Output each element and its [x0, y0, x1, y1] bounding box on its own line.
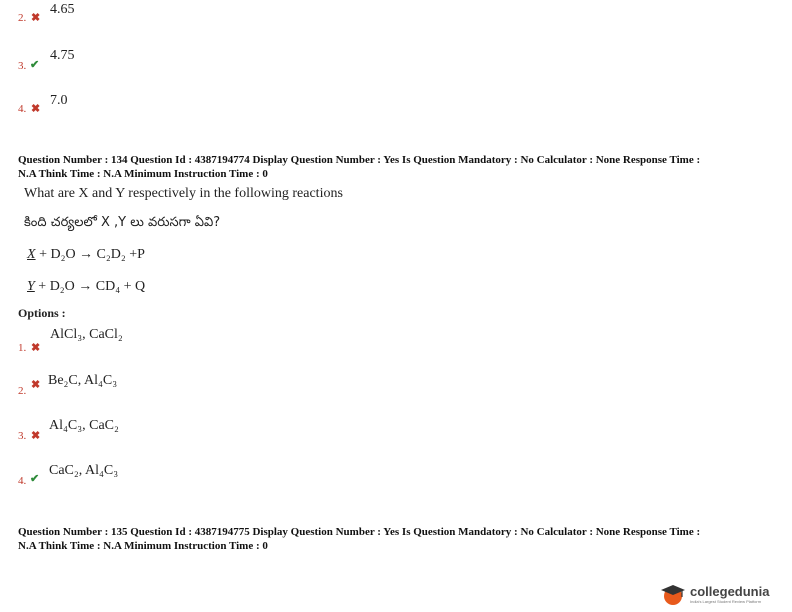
- graduation-cap-icon: [660, 582, 686, 606]
- question-135-meta: [18, 525, 788, 553]
- option-text: Al₄C₃, CaC₂: [49, 418, 119, 433]
- question-text-telugu: కింది చర్యలలో X ,Y లు వరుసగా ఏవి?: [24, 215, 221, 230]
- prev-option-2: [18, 2, 138, 28]
- cross-icon: ✖: [31, 379, 41, 391]
- option-number: 4.: [18, 103, 27, 115]
- reaction-1: [27, 247, 145, 263]
- reaction-2-equation: + D₂O → CD₄ + Q: [34, 279, 146, 294]
- option-number: 2.: [18, 12, 27, 24]
- reaction-2-variable: Y: [27, 279, 35, 294]
- option-4: [18, 461, 218, 489]
- meta-line-1: Question Number : 134 Question Id : 4387194774 Display Question Number : Yes Is Question Mandatory : No Calculator : None Response Time :: [18, 154, 701, 166]
- option-1: [18, 325, 218, 353]
- option-text: 4.65: [50, 2, 75, 17]
- cross-icon: ✖: [31, 430, 41, 442]
- option-text: AlCl₃, CaCl₂: [50, 327, 123, 342]
- reaction-1-variable: X: [27, 247, 36, 262]
- reaction-2: [27, 279, 145, 295]
- option-2: [18, 371, 218, 399]
- option-number: 3.: [18, 60, 27, 72]
- logo-tagline: India's Largest Student Review Platform: [690, 599, 762, 604]
- prev-option-4: [18, 92, 138, 118]
- cross-icon: ✖: [31, 12, 41, 24]
- option-text: CaC₂, Al₄C₃: [49, 463, 119, 478]
- options-label: Options :: [18, 306, 66, 320]
- option-number: 1.: [18, 342, 27, 354]
- tick-icon: ✔: [30, 473, 40, 485]
- option-number: 4.: [18, 475, 27, 487]
- option-number: 2.: [18, 385, 27, 397]
- option-number: 3.: [18, 430, 27, 442]
- question-134-meta: [18, 153, 788, 181]
- meta-line-2: N.A Think Time : N.A Minimum Instruction Time : 0: [18, 168, 268, 180]
- cross-icon: ✖: [31, 342, 41, 354]
- tick-icon: ✔: [30, 59, 40, 71]
- option-3: [18, 416, 218, 444]
- question-text-english: What are X and Y respectively in the following reactions: [24, 186, 343, 201]
- meta-line-2: N.A Think Time : N.A Minimum Instruction Time : 0: [18, 540, 268, 552]
- logo-text: collegedunia: [690, 584, 770, 599]
- cross-icon: ✖: [31, 103, 41, 115]
- option-text: 7.0: [50, 93, 68, 108]
- meta-line-1: Question Number : 135 Question Id : 4387194775 Display Question Number : Yes Is Question Mandatory : No Calculator : None Response Time :: [18, 526, 701, 538]
- collegedunia-logo: [660, 581, 769, 607]
- option-text: Be₂C, Al₄C₃: [48, 373, 118, 388]
- prev-option-3: [18, 46, 138, 72]
- option-text: 4.75: [50, 48, 75, 63]
- reaction-1-equation: + D₂O → C₂D₂ +P: [35, 247, 145, 262]
